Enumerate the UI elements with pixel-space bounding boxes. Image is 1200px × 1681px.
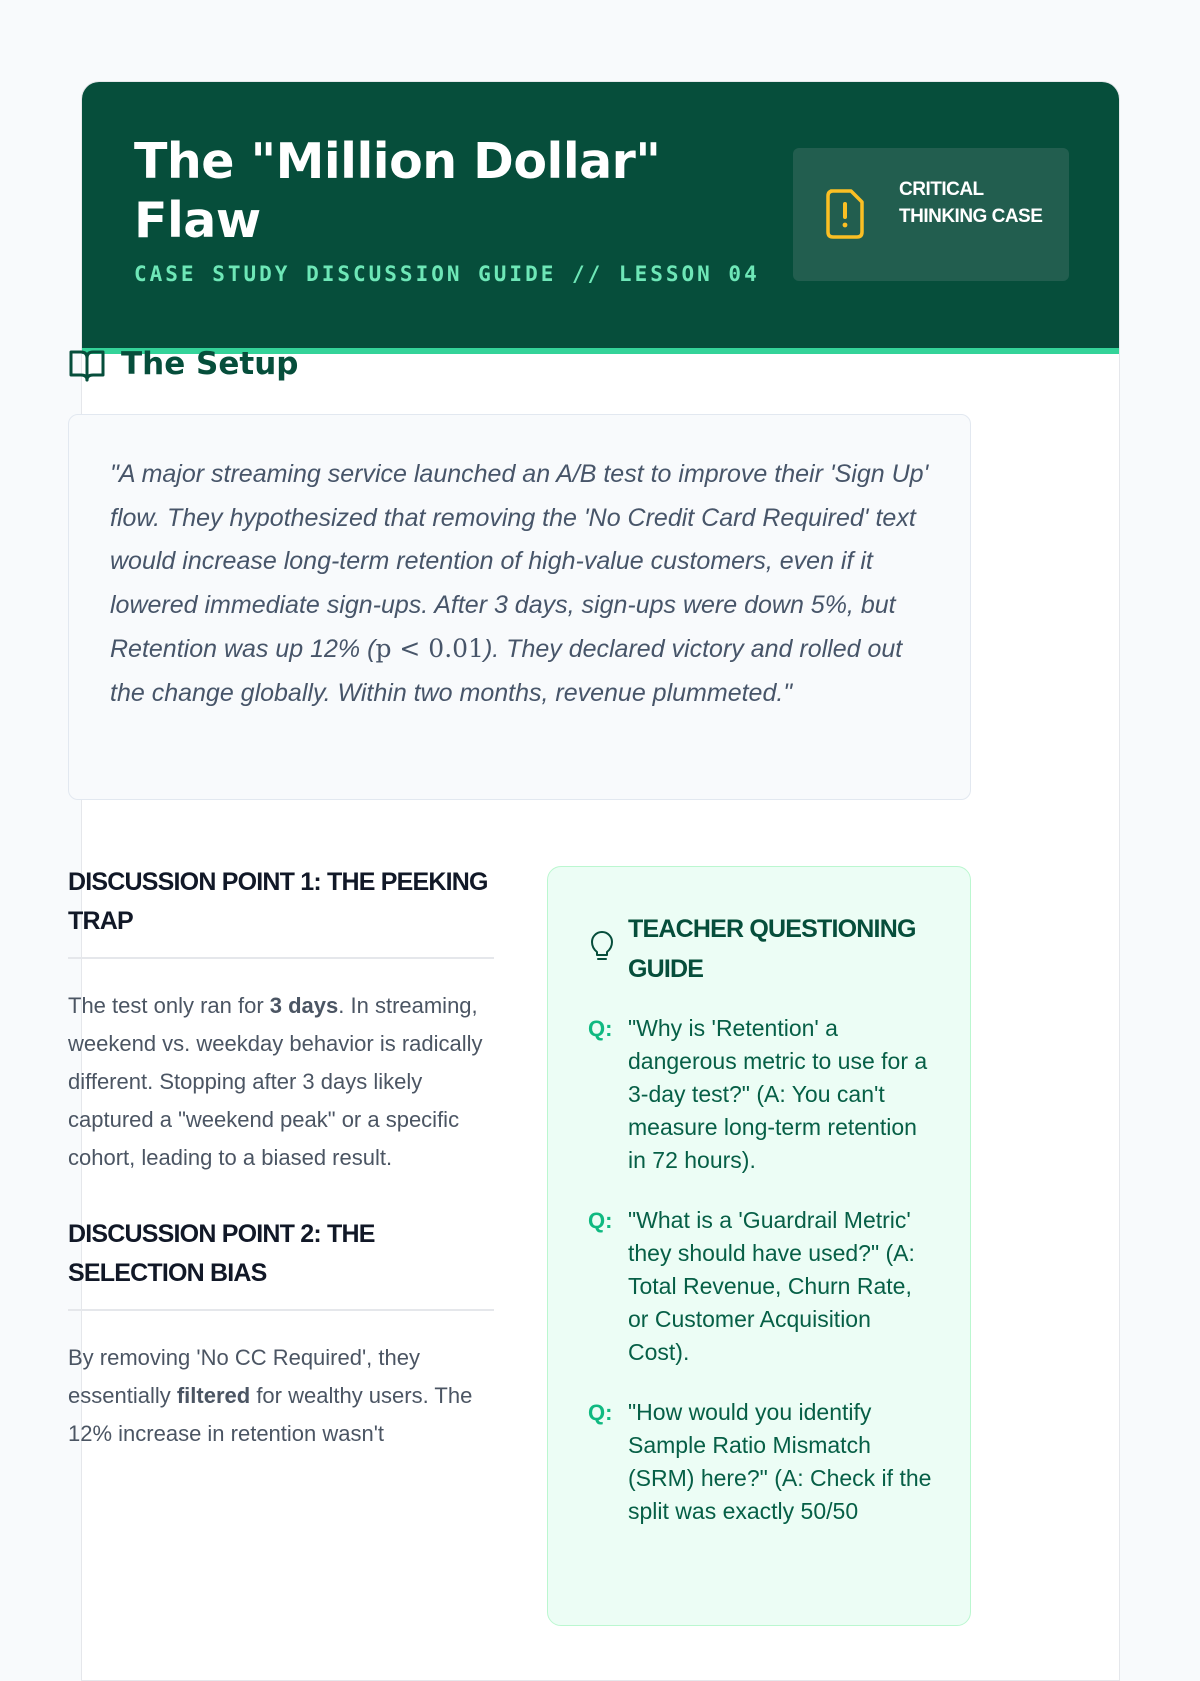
critical-thinking-badge — [793, 148, 1069, 281]
teacher-guide-panel — [547, 866, 971, 1626]
question-list — [588, 1012, 938, 1555]
page-subtitle: CASE STUDY DISCUSSION GUIDE // LESSON 04 — [134, 262, 760, 286]
quote-math: p < 0.01 — [375, 634, 484, 663]
page-title: The "Million Dollar" Flaw — [134, 133, 661, 249]
header-banner — [82, 82, 1120, 354]
question-label: Q: — [588, 1400, 613, 1425]
teacher-guide-heading — [588, 909, 948, 989]
quote-text-end: ). They declared victory and rolled out the change globally. Within two months, revenue plummeted." — [110, 635, 903, 707]
question-label: Q: — [588, 1208, 613, 1233]
question-item — [588, 1396, 938, 1528]
alert-file-icon — [825, 188, 865, 240]
setup-quote-box — [68, 414, 971, 800]
badge-label: CRITICAL THINKING CASE — [899, 179, 1043, 227]
discussion-point-title: DISCUSSION POINT 1: THE PEEKING TRAP — [68, 863, 494, 959]
teacher-guide-title: TEACHER QUESTIONING GUIDE — [628, 915, 916, 983]
setup-title: The Setup — [121, 346, 299, 382]
question-item — [588, 1204, 938, 1369]
discussion-point-body: By removing 'No CC Required', they essentially filtered for wealthy users. The 12% increase in retention wasn't — [68, 1345, 473, 1446]
lightbulb-icon — [588, 930, 616, 964]
setup-quote — [110, 453, 930, 715]
book-open-icon — [68, 345, 106, 383]
question-label: Q: — [588, 1016, 613, 1041]
question-text: "Why is 'Retention' a dangerous metric to use for a 3-day test?" (A: You can't measure long-term retention in 72 hours). — [628, 1015, 928, 1173]
discussion-points — [68, 863, 494, 1491]
question-item — [588, 1012, 938, 1177]
question-text: "How would you identify Sample Ratio Mismatch (SRM) here?" (A: Check if the split was exactly 50/50 — [628, 1399, 932, 1524]
quote-text-start: "A major streaming service launched an A/B test to improve their 'Sign Up' flow. They hypothesized that removing the 'No Credit Card Required' text would increase long-term retention of high-value customers, even if it lowered immediate sign-ups. After 3 days, sign-ups were down 5%, but Retention was up 12% ( — [110, 460, 929, 663]
discussion-point-body: The test only ran for 3 days. In streaming, weekend vs. weekday behavior is radically different. Stopping after 3 days likely captured a "weekend peak" or a specific cohort, leading to a biased result. — [68, 993, 483, 1170]
question-text: "What is a 'Guardrail Metric' they should have used?" (A: Total Revenue, Churn Rate, or Customer Acquisition Cost). — [628, 1207, 915, 1365]
discussion-point-title: DISCUSSION POINT 2: THE SELECTION BIAS — [68, 1215, 494, 1311]
